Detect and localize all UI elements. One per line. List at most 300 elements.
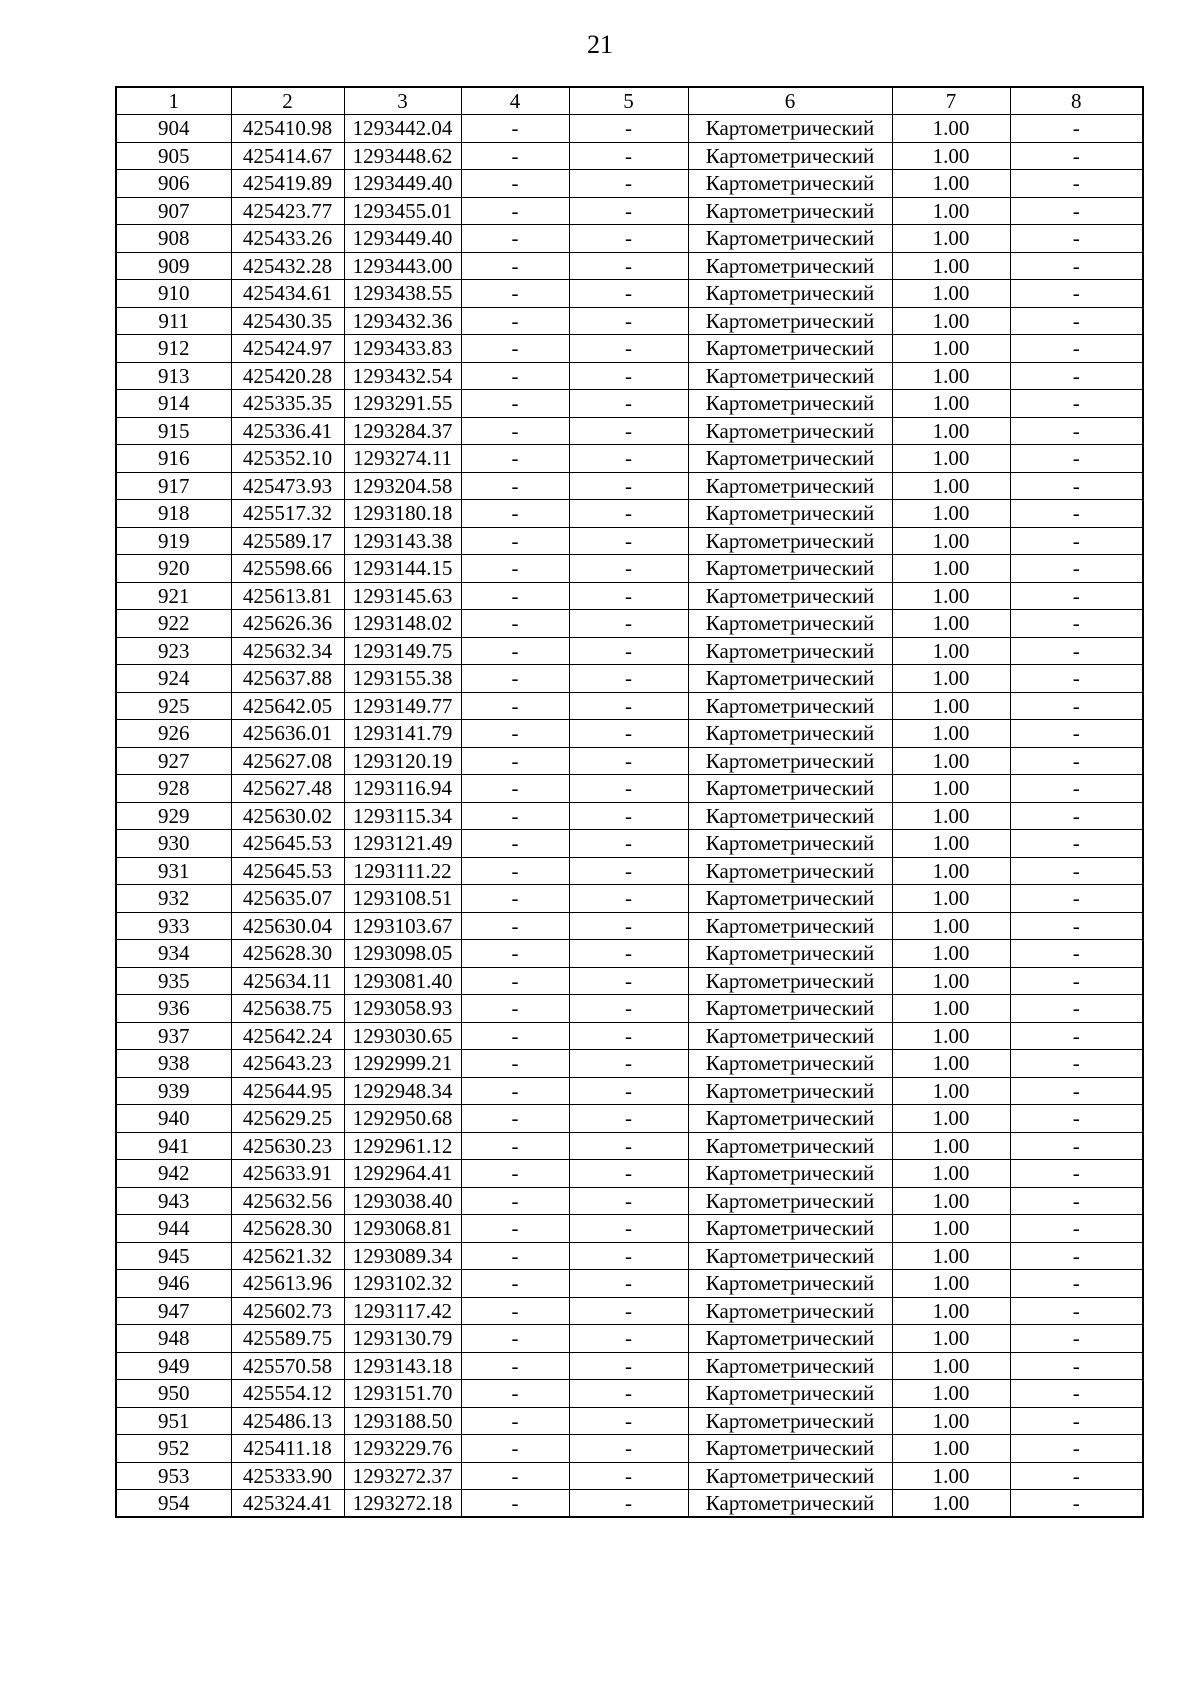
point-number-cell: 928 bbox=[116, 775, 231, 803]
column-5-cell: - bbox=[569, 1380, 688, 1408]
column-4-cell: - bbox=[461, 967, 569, 995]
column-5-cell: - bbox=[569, 555, 688, 583]
table-row bbox=[116, 1490, 1143, 1518]
column-8-cell: - bbox=[1010, 472, 1143, 500]
column-5-cell: - bbox=[569, 335, 688, 363]
accuracy-cell: 1.00 bbox=[892, 1380, 1010, 1408]
accuracy-cell: 1.00 bbox=[892, 1187, 1010, 1215]
x-coordinate-cell: 425627.08 bbox=[231, 747, 344, 775]
method-cell: Картометрический bbox=[688, 830, 892, 858]
column-8-cell: - bbox=[1010, 500, 1143, 528]
column-8-cell: - bbox=[1010, 775, 1143, 803]
table-row bbox=[116, 225, 1143, 253]
column-8-cell: - bbox=[1010, 857, 1143, 885]
point-number-cell: 922 bbox=[116, 610, 231, 638]
column-header: 3 bbox=[344, 87, 461, 115]
method-cell: Картометрический bbox=[688, 280, 892, 308]
y-coordinate-cell: 1293272.18 bbox=[344, 1490, 461, 1518]
column-4-cell: - bbox=[461, 307, 569, 335]
y-coordinate-cell: 1293143.38 bbox=[344, 527, 461, 555]
column-5-cell: - bbox=[569, 500, 688, 528]
accuracy-cell: 1.00 bbox=[892, 830, 1010, 858]
accuracy-cell: 1.00 bbox=[892, 637, 1010, 665]
table-row bbox=[116, 802, 1143, 830]
point-number-cell: 913 bbox=[116, 362, 231, 390]
column-4-cell: - bbox=[461, 252, 569, 280]
table-row bbox=[116, 1077, 1143, 1105]
x-coordinate-cell: 425473.93 bbox=[231, 472, 344, 500]
accuracy-cell: 1.00 bbox=[892, 610, 1010, 638]
column-header: 7 bbox=[892, 87, 1010, 115]
point-number-cell: 915 bbox=[116, 417, 231, 445]
column-5-cell: - bbox=[569, 775, 688, 803]
table-row bbox=[116, 775, 1143, 803]
column-4-cell: - bbox=[461, 472, 569, 500]
accuracy-cell: 1.00 bbox=[892, 472, 1010, 500]
method-cell: Картометрический bbox=[688, 885, 892, 913]
method-cell: Картометрический bbox=[688, 225, 892, 253]
x-coordinate-cell: 425324.41 bbox=[231, 1490, 344, 1518]
column-5-cell: - bbox=[569, 637, 688, 665]
point-number-cell: 948 bbox=[116, 1325, 231, 1353]
accuracy-cell: 1.00 bbox=[892, 1462, 1010, 1490]
column-5-cell: - bbox=[569, 1050, 688, 1078]
accuracy-cell: 1.00 bbox=[892, 1077, 1010, 1105]
y-coordinate-cell: 1293121.49 bbox=[344, 830, 461, 858]
point-number-cell: 925 bbox=[116, 692, 231, 720]
y-coordinate-cell: 1293442.04 bbox=[344, 115, 461, 143]
column-5-cell: - bbox=[569, 417, 688, 445]
column-8-cell: - bbox=[1010, 1077, 1143, 1105]
method-cell: Картометрический bbox=[688, 610, 892, 638]
method-cell: Картометрический bbox=[688, 775, 892, 803]
accuracy-cell: 1.00 bbox=[892, 307, 1010, 335]
x-coordinate-cell: 425621.32 bbox=[231, 1242, 344, 1270]
column-5-cell: - bbox=[569, 802, 688, 830]
table-row bbox=[116, 252, 1143, 280]
x-coordinate-cell: 425414.67 bbox=[231, 142, 344, 170]
column-8-cell: - bbox=[1010, 170, 1143, 198]
column-header: 1 bbox=[116, 87, 231, 115]
y-coordinate-cell: 1293455.01 bbox=[344, 197, 461, 225]
column-8-cell: - bbox=[1010, 1132, 1143, 1160]
method-cell: Картометрический bbox=[688, 995, 892, 1023]
point-number-cell: 953 bbox=[116, 1462, 231, 1490]
x-coordinate-cell: 425630.23 bbox=[231, 1132, 344, 1160]
y-coordinate-cell: 1293098.05 bbox=[344, 940, 461, 968]
method-cell: Картометрический bbox=[688, 1325, 892, 1353]
y-coordinate-cell: 1293151.70 bbox=[344, 1380, 461, 1408]
column-5-cell: - bbox=[569, 1352, 688, 1380]
table-row bbox=[116, 335, 1143, 363]
table-row bbox=[116, 445, 1143, 473]
x-coordinate-cell: 425335.35 bbox=[231, 390, 344, 418]
table-row bbox=[116, 527, 1143, 555]
column-8-cell: - bbox=[1010, 885, 1143, 913]
accuracy-cell: 1.00 bbox=[892, 775, 1010, 803]
table-row bbox=[116, 472, 1143, 500]
column-5-cell: - bbox=[569, 665, 688, 693]
x-coordinate-cell: 425336.41 bbox=[231, 417, 344, 445]
method-cell: Картометрический bbox=[688, 1215, 892, 1243]
column-5-cell: - bbox=[569, 1187, 688, 1215]
point-number-cell: 911 bbox=[116, 307, 231, 335]
column-8-cell: - bbox=[1010, 1160, 1143, 1188]
point-number-cell: 914 bbox=[116, 390, 231, 418]
x-coordinate-cell: 425635.07 bbox=[231, 885, 344, 913]
accuracy-cell: 1.00 bbox=[892, 1435, 1010, 1463]
y-coordinate-cell: 1293103.67 bbox=[344, 912, 461, 940]
y-coordinate-cell: 1293038.40 bbox=[344, 1187, 461, 1215]
column-8-cell: - bbox=[1010, 142, 1143, 170]
x-coordinate-cell: 425645.53 bbox=[231, 857, 344, 885]
point-number-cell: 931 bbox=[116, 857, 231, 885]
column-4-cell: - bbox=[461, 197, 569, 225]
column-4-cell: - bbox=[461, 1407, 569, 1435]
x-coordinate-cell: 425632.34 bbox=[231, 637, 344, 665]
column-4-cell: - bbox=[461, 1352, 569, 1380]
table-row bbox=[116, 692, 1143, 720]
x-coordinate-cell: 425589.17 bbox=[231, 527, 344, 555]
y-coordinate-cell: 1293443.00 bbox=[344, 252, 461, 280]
point-number-cell: 946 bbox=[116, 1270, 231, 1298]
column-8-cell: - bbox=[1010, 1242, 1143, 1270]
column-5-cell: - bbox=[569, 1105, 688, 1133]
method-cell: Картометрический bbox=[688, 170, 892, 198]
column-5-cell: - bbox=[569, 610, 688, 638]
column-5-cell: - bbox=[569, 1462, 688, 1490]
table-row bbox=[116, 555, 1143, 583]
column-8-cell: - bbox=[1010, 225, 1143, 253]
column-5-cell: - bbox=[569, 830, 688, 858]
column-5-cell: - bbox=[569, 197, 688, 225]
method-cell: Картометрический bbox=[688, 527, 892, 555]
column-4-cell: - bbox=[461, 1325, 569, 1353]
point-number-cell: 905 bbox=[116, 142, 231, 170]
column-4-cell: - bbox=[461, 1242, 569, 1270]
x-coordinate-cell: 425642.05 bbox=[231, 692, 344, 720]
point-number-cell: 950 bbox=[116, 1380, 231, 1408]
table-row bbox=[116, 747, 1143, 775]
column-4-cell: - bbox=[461, 1160, 569, 1188]
accuracy-cell: 1.00 bbox=[892, 1490, 1010, 1518]
accuracy-cell: 1.00 bbox=[892, 1242, 1010, 1270]
table-row bbox=[116, 1187, 1143, 1215]
x-coordinate-cell: 425637.88 bbox=[231, 665, 344, 693]
column-4-cell: - bbox=[461, 665, 569, 693]
column-8-cell: - bbox=[1010, 912, 1143, 940]
column-4-cell: - bbox=[461, 142, 569, 170]
column-5-cell: - bbox=[569, 527, 688, 555]
y-coordinate-cell: 1293145.63 bbox=[344, 582, 461, 610]
column-5-cell: - bbox=[569, 445, 688, 473]
column-8-cell: - bbox=[1010, 1380, 1143, 1408]
method-cell: Картометрический bbox=[688, 472, 892, 500]
column-5-cell: - bbox=[569, 280, 688, 308]
column-8-cell: - bbox=[1010, 362, 1143, 390]
point-number-cell: 918 bbox=[116, 500, 231, 528]
column-header: 2 bbox=[231, 87, 344, 115]
x-coordinate-cell: 425430.35 bbox=[231, 307, 344, 335]
table-row bbox=[116, 665, 1143, 693]
column-8-cell: - bbox=[1010, 1187, 1143, 1215]
column-4-cell: - bbox=[461, 1297, 569, 1325]
accuracy-cell: 1.00 bbox=[892, 335, 1010, 363]
column-5-cell: - bbox=[569, 912, 688, 940]
column-4-cell: - bbox=[461, 582, 569, 610]
table-row bbox=[116, 1325, 1143, 1353]
accuracy-cell: 1.00 bbox=[892, 417, 1010, 445]
x-coordinate-cell: 425486.13 bbox=[231, 1407, 344, 1435]
point-number-cell: 910 bbox=[116, 280, 231, 308]
column-4-cell: - bbox=[461, 417, 569, 445]
x-coordinate-cell: 425643.23 bbox=[231, 1050, 344, 1078]
accuracy-cell: 1.00 bbox=[892, 1132, 1010, 1160]
method-cell: Картометрический bbox=[688, 1050, 892, 1078]
column-4-cell: - bbox=[461, 500, 569, 528]
column-8-cell: - bbox=[1010, 692, 1143, 720]
point-number-cell: 936 bbox=[116, 995, 231, 1023]
accuracy-cell: 1.00 bbox=[892, 252, 1010, 280]
y-coordinate-cell: 1292964.41 bbox=[344, 1160, 461, 1188]
accuracy-cell: 1.00 bbox=[892, 692, 1010, 720]
column-5-cell: - bbox=[569, 692, 688, 720]
column-5-cell: - bbox=[569, 390, 688, 418]
y-coordinate-cell: 1293155.38 bbox=[344, 665, 461, 693]
method-cell: Картометрический bbox=[688, 1022, 892, 1050]
column-4-cell: - bbox=[461, 335, 569, 363]
column-4-cell: - bbox=[461, 115, 569, 143]
table-row bbox=[116, 940, 1143, 968]
y-coordinate-cell: 1293432.54 bbox=[344, 362, 461, 390]
column-5-cell: - bbox=[569, 1270, 688, 1298]
y-coordinate-cell: 1293433.83 bbox=[344, 335, 461, 363]
column-8-cell: - bbox=[1010, 637, 1143, 665]
table-row bbox=[116, 1270, 1143, 1298]
column-4-cell: - bbox=[461, 995, 569, 1023]
method-cell: Картометрический bbox=[688, 1462, 892, 1490]
coordinates-table bbox=[115, 86, 1144, 1518]
column-4-cell: - bbox=[461, 747, 569, 775]
column-4-cell: - bbox=[461, 912, 569, 940]
x-coordinate-cell: 425420.28 bbox=[231, 362, 344, 390]
method-cell: Картометрический bbox=[688, 1380, 892, 1408]
column-4-cell: - bbox=[461, 555, 569, 583]
column-8-cell: - bbox=[1010, 280, 1143, 308]
column-8-cell: - bbox=[1010, 335, 1143, 363]
method-cell: Картометрический bbox=[688, 1352, 892, 1380]
point-number-cell: 939 bbox=[116, 1077, 231, 1105]
accuracy-cell: 1.00 bbox=[892, 940, 1010, 968]
y-coordinate-cell: 1293229.76 bbox=[344, 1435, 461, 1463]
column-8-cell: - bbox=[1010, 1050, 1143, 1078]
point-number-cell: 933 bbox=[116, 912, 231, 940]
x-coordinate-cell: 425629.25 bbox=[231, 1105, 344, 1133]
x-coordinate-cell: 425645.53 bbox=[231, 830, 344, 858]
column-8-cell: - bbox=[1010, 1435, 1143, 1463]
column-8-cell: - bbox=[1010, 720, 1143, 748]
column-5-cell: - bbox=[569, 225, 688, 253]
point-number-cell: 930 bbox=[116, 830, 231, 858]
y-coordinate-cell: 1292999.21 bbox=[344, 1050, 461, 1078]
column-8-cell: - bbox=[1010, 1462, 1143, 1490]
column-8-cell: - bbox=[1010, 527, 1143, 555]
column-5-cell: - bbox=[569, 1490, 688, 1518]
x-coordinate-cell: 425433.26 bbox=[231, 225, 344, 253]
column-5-cell: - bbox=[569, 857, 688, 885]
method-cell: Картометрический bbox=[688, 940, 892, 968]
column-8-cell: - bbox=[1010, 417, 1143, 445]
column-5-cell: - bbox=[569, 747, 688, 775]
accuracy-cell: 1.00 bbox=[892, 747, 1010, 775]
column-5-cell: - bbox=[569, 940, 688, 968]
table-body bbox=[116, 115, 1143, 1518]
y-coordinate-cell: 1293143.18 bbox=[344, 1352, 461, 1380]
y-coordinate-cell: 1293272.37 bbox=[344, 1462, 461, 1490]
method-cell: Картометрический bbox=[688, 1242, 892, 1270]
point-number-cell: 932 bbox=[116, 885, 231, 913]
accuracy-cell: 1.00 bbox=[892, 1050, 1010, 1078]
table-row bbox=[116, 197, 1143, 225]
accuracy-cell: 1.00 bbox=[892, 1022, 1010, 1050]
column-5-cell: - bbox=[569, 1435, 688, 1463]
column-4-cell: - bbox=[461, 885, 569, 913]
table-row bbox=[116, 967, 1143, 995]
method-cell: Картометрический bbox=[688, 1160, 892, 1188]
y-coordinate-cell: 1293204.58 bbox=[344, 472, 461, 500]
column-4-cell: - bbox=[461, 775, 569, 803]
column-5-cell: - bbox=[569, 307, 688, 335]
column-4-cell: - bbox=[461, 170, 569, 198]
method-cell: Картометрический bbox=[688, 692, 892, 720]
column-8-cell: - bbox=[1010, 967, 1143, 995]
column-4-cell: - bbox=[461, 1132, 569, 1160]
column-5-cell: - bbox=[569, 142, 688, 170]
method-cell: Картометрический bbox=[688, 335, 892, 363]
column-4-cell: - bbox=[461, 362, 569, 390]
method-cell: Картометрический bbox=[688, 362, 892, 390]
y-coordinate-cell: 1293111.22 bbox=[344, 857, 461, 885]
column-4-cell: - bbox=[461, 830, 569, 858]
point-number-cell: 909 bbox=[116, 252, 231, 280]
y-coordinate-cell: 1293108.51 bbox=[344, 885, 461, 913]
accuracy-cell: 1.00 bbox=[892, 665, 1010, 693]
x-coordinate-cell: 425633.91 bbox=[231, 1160, 344, 1188]
x-coordinate-cell: 425638.75 bbox=[231, 995, 344, 1023]
table-row bbox=[116, 1407, 1143, 1435]
method-cell: Картометрический bbox=[688, 1077, 892, 1105]
y-coordinate-cell: 1292948.34 bbox=[344, 1077, 461, 1105]
column-header: 6 bbox=[688, 87, 892, 115]
table-row bbox=[116, 1215, 1143, 1243]
y-coordinate-cell: 1293274.11 bbox=[344, 445, 461, 473]
accuracy-cell: 1.00 bbox=[892, 115, 1010, 143]
method-cell: Картометрический bbox=[688, 637, 892, 665]
method-cell: Картометрический bbox=[688, 417, 892, 445]
accuracy-cell: 1.00 bbox=[892, 225, 1010, 253]
method-cell: Картометрический bbox=[688, 555, 892, 583]
x-coordinate-cell: 425554.12 bbox=[231, 1380, 344, 1408]
point-number-cell: 908 bbox=[116, 225, 231, 253]
accuracy-cell: 1.00 bbox=[892, 885, 1010, 913]
x-coordinate-cell: 425570.58 bbox=[231, 1352, 344, 1380]
accuracy-cell: 1.00 bbox=[892, 197, 1010, 225]
table-row bbox=[116, 500, 1143, 528]
accuracy-cell: 1.00 bbox=[892, 555, 1010, 583]
x-coordinate-cell: 425630.02 bbox=[231, 802, 344, 830]
column-8-cell: - bbox=[1010, 802, 1143, 830]
point-number-cell: 919 bbox=[116, 527, 231, 555]
table-row bbox=[116, 1435, 1143, 1463]
point-number-cell: 951 bbox=[116, 1407, 231, 1435]
table-row bbox=[116, 1242, 1143, 1270]
column-5-cell: - bbox=[569, 170, 688, 198]
column-5-cell: - bbox=[569, 1160, 688, 1188]
method-cell: Картометрический bbox=[688, 500, 892, 528]
column-header: 8 bbox=[1010, 87, 1143, 115]
point-number-cell: 920 bbox=[116, 555, 231, 583]
x-coordinate-cell: 425432.28 bbox=[231, 252, 344, 280]
x-coordinate-cell: 425411.18 bbox=[231, 1435, 344, 1463]
column-8-cell: - bbox=[1010, 307, 1143, 335]
column-8-cell: - bbox=[1010, 555, 1143, 583]
y-coordinate-cell: 1293117.42 bbox=[344, 1297, 461, 1325]
table-row bbox=[116, 610, 1143, 638]
column-8-cell: - bbox=[1010, 1270, 1143, 1298]
column-5-cell: - bbox=[569, 1242, 688, 1270]
column-5-cell: - bbox=[569, 1407, 688, 1435]
y-coordinate-cell: 1293089.34 bbox=[344, 1242, 461, 1270]
column-8-cell: - bbox=[1010, 747, 1143, 775]
column-8-cell: - bbox=[1010, 940, 1143, 968]
column-5-cell: - bbox=[569, 995, 688, 1023]
y-coordinate-cell: 1293438.55 bbox=[344, 280, 461, 308]
column-4-cell: - bbox=[461, 1077, 569, 1105]
table-row bbox=[116, 1462, 1143, 1490]
point-number-cell: 952 bbox=[116, 1435, 231, 1463]
page-number: 21 bbox=[587, 30, 613, 59]
accuracy-cell: 1.00 bbox=[892, 582, 1010, 610]
y-coordinate-cell: 1293188.50 bbox=[344, 1407, 461, 1435]
method-cell: Картометрический bbox=[688, 582, 892, 610]
point-number-cell: 924 bbox=[116, 665, 231, 693]
table-row bbox=[116, 857, 1143, 885]
table-row bbox=[116, 1022, 1143, 1050]
column-5-cell: - bbox=[569, 720, 688, 748]
table-row bbox=[116, 830, 1143, 858]
y-coordinate-cell: 1292950.68 bbox=[344, 1105, 461, 1133]
y-coordinate-cell: 1293081.40 bbox=[344, 967, 461, 995]
point-number-cell: 935 bbox=[116, 967, 231, 995]
table-header-row bbox=[116, 87, 1143, 115]
accuracy-cell: 1.00 bbox=[892, 527, 1010, 555]
column-header: 4 bbox=[461, 87, 569, 115]
x-coordinate-cell: 425636.01 bbox=[231, 720, 344, 748]
method-cell: Картометрический bbox=[688, 197, 892, 225]
point-number-cell: 949 bbox=[116, 1352, 231, 1380]
accuracy-cell: 1.00 bbox=[892, 912, 1010, 940]
method-cell: Картометрический bbox=[688, 307, 892, 335]
accuracy-cell: 1.00 bbox=[892, 802, 1010, 830]
column-5-cell: - bbox=[569, 1022, 688, 1050]
column-8-cell: - bbox=[1010, 1407, 1143, 1435]
point-number-cell: 927 bbox=[116, 747, 231, 775]
column-4-cell: - bbox=[461, 390, 569, 418]
method-cell: Картометрический bbox=[688, 1407, 892, 1435]
column-8-cell: - bbox=[1010, 115, 1143, 143]
x-coordinate-cell: 425598.66 bbox=[231, 555, 344, 583]
accuracy-cell: 1.00 bbox=[892, 1407, 1010, 1435]
